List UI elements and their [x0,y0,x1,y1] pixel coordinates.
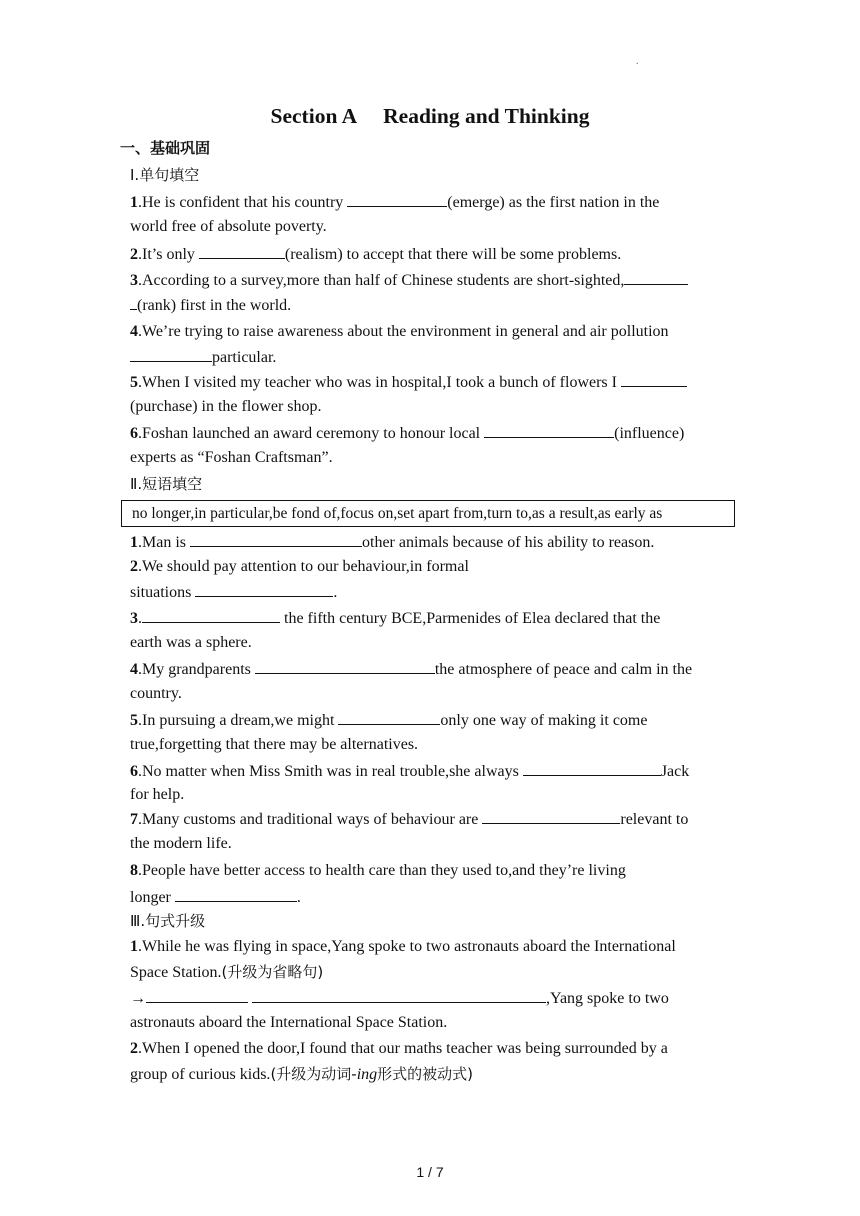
answer-blank[interactable] [142,608,280,623]
p2-q7-line1: 7.Many customs and traditional ways of behaviour are relevant to [130,811,689,828]
answer-blank[interactable] [347,192,447,207]
p1-q3-line1: 3.According to a survey,more than half of Chinese students are short-sighted, [130,270,688,291]
answer-blank[interactable] [523,761,661,776]
phrase-box: no longer,in particular,be fond of,focus on,set apart from,turn to,as a result,as early as [121,500,735,527]
p2-q8-line1: 8.People have better access to health care than they used to,and they’re living [130,862,626,879]
p2-q2-line2: situations . [130,584,338,601]
answer-blank[interactable] [621,372,687,387]
p1-q6-line1: 6.Foshan launched an award ceremony to honour local (influence) [130,425,685,442]
p1-q6-line2: experts as “Foshan Craftsman”. [130,449,333,466]
p2-q4-line2: country. [130,685,182,702]
p1-q1-line2: world free of absolute poverty. [130,218,327,235]
p3-q2-line2: group of curious kids.(升级为动词-ing形式的被动式) [130,1065,474,1083]
answer-blank[interactable] [146,988,248,1003]
p1-q4-line2: particular. [130,347,276,368]
p2-q5-line1: 5.In pursuing a dream,we might only one way of making it come [130,712,648,729]
p1-q4-line1: 4.We’re trying to raise awareness about the environment in general and air pollution [130,323,669,340]
answer-blank[interactable] [190,532,362,547]
p2-q5-line2: true,forgetting that there may be alternatives. [130,736,419,753]
section-heading: 一、基础巩固 [120,139,211,157]
header-mark: . [636,56,639,67]
p2-q7-line2: the modern life. [130,835,232,852]
p1-q2: 2.It’s only (realism) to accept that there will be some problems. [130,246,622,263]
answer-blank[interactable] [482,809,620,824]
p3-q1-line1: 1.While he was flying in space,Yang spoke to two astronauts aboard the International [130,938,676,955]
p1-q1-line1: 1.He is confident that his country (emerge) as the first nation in the [130,194,660,211]
page-title [0,104,860,129]
answer-blank[interactable] [338,710,440,725]
p2-q1: 1.Man is other animals because of his ability to reason. [130,534,655,551]
p2-q6-line2: for help. [130,786,185,803]
answer-blank[interactable] [130,347,212,362]
part1-heading: Ⅰ.单句填空 [130,166,200,184]
answer-blank[interactable] [255,659,435,674]
page-number: 1 / 7 [416,1164,444,1180]
p1-q3-line2: (rank) first in the world. [130,295,291,316]
p2-q8-line2: longer . [130,889,301,906]
part2-heading: Ⅱ.短语填空 [130,475,203,493]
answer-blank[interactable] [195,582,333,597]
p2-q4-line1: 4.My grandparents the atmosphere of peace and calm in the [130,661,693,678]
p3-q1-line4: astronauts aboard the International Space Station. [130,1014,448,1031]
answer-blank[interactable] [624,270,688,285]
p2-q2-line1: 2.We should pay attention to our behaviour,in formal [130,558,469,575]
answer-blank[interactable] [484,423,614,438]
p2-q3-line1: 3. the fifth century BCE,Parmenides of Elea declared that the [130,610,661,627]
answer-blank[interactable] [175,887,297,902]
answer-blank[interactable] [252,988,546,1003]
p1-q5-line2: (purchase) in the flower shop. [130,398,322,415]
title-topic: Reading and Thinking [383,104,590,128]
p3-q2-line1: 2.When I opened the door,I found that our maths teacher was being surrounded by a [130,1040,668,1057]
part3-heading: Ⅲ.句式升级 [130,912,206,930]
p3-q1-line2: Space Station.(升级为省略句) [130,963,324,981]
p1-q5-line1: 5.When I visited my teacher who was in hospital,I took a bunch of flowers I [130,372,687,393]
title-section: Section A [270,104,358,128]
answer-blank[interactable] [199,244,285,259]
p2-q3-line2: earth was a sphere. [130,634,252,651]
p3-q1-line3: → ,Yang spoke to two [130,990,669,1007]
p2-q6-line1: 6.No matter when Miss Smith was in real trouble,she always Jack [130,763,690,780]
